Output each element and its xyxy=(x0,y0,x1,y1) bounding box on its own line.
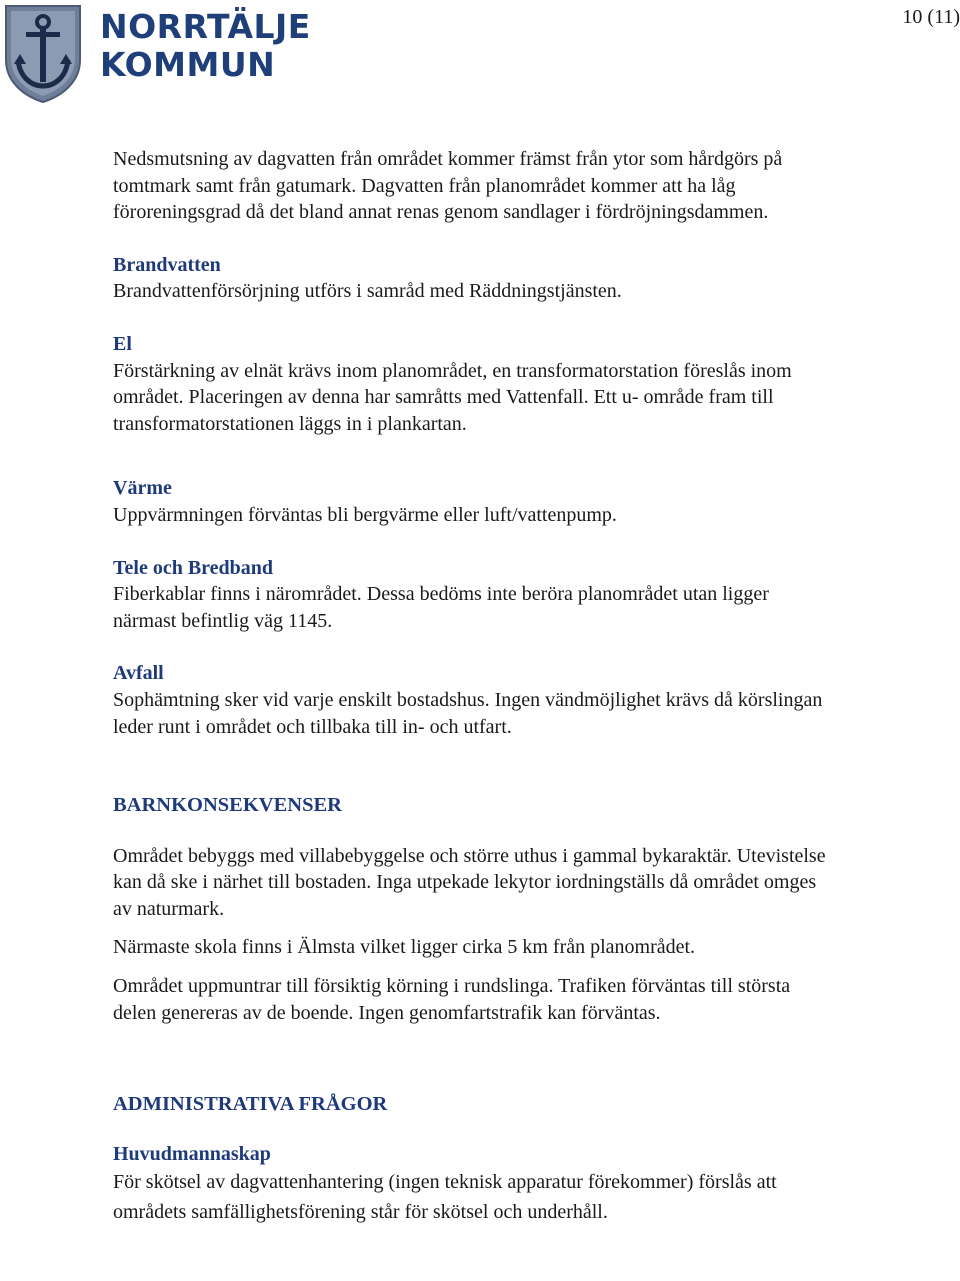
dagvatten-paragraph: Nedsmutsning av dagvatten från området kommer främst från ytor som hårdgörs på tomtmark samt från gatumark. Dagvatten från planområdet kommer att ha låg föroreningsgrad då det bland annat renas genom sandlager i fördröjningsdammen. xyxy=(113,148,783,224)
anchor-crest-icon xyxy=(2,2,84,104)
barnkonsekvenser-paragraph-3: Området uppmuntrar till försiktig körning i rundslinga. Trafiken förväntas till största delen genereras av de boende. Ingen genomfartstrafik kan förväntas. xyxy=(113,975,791,1024)
avfall-paragraph: Sophämtning sker vid varje enskilt bostadshus. Ingen vändmöjlighet krävs då körslingan leder runt i området och tillbaka till in- och utfart. xyxy=(113,688,823,738)
logo-text-line2: KOMMUN xyxy=(100,45,276,84)
barnkonsekvenser-paragraph-1: Området bebyggs med villabebyggelse och större uthus i gammal bykaraktär. Utevistelse kan då ske i närhet till bostaden. Inga utpekade lekytor iordningställs då området omges av naturmark. xyxy=(113,844,826,920)
municipality-logo xyxy=(0,0,311,108)
logo-text-line1: NORRTÄLJE xyxy=(100,7,311,46)
tele-heading: Tele och Bredband xyxy=(113,556,274,579)
brandvatten-paragraph: Brandvattenförsörjning utförs i samråd med Räddningstjänsten. xyxy=(113,280,622,303)
administrativa-heading: ADMINISTRATIVA FRÅGOR xyxy=(113,1093,388,1116)
el-paragraph: Förstärkning av elnät krävs inom planområdet, en transformatorstation föreslås inom området. Placeringen av denna har samråtts med Vattenfall. Ett u- område fram till transformatorstationen läggs in i plankartan. xyxy=(113,359,792,435)
el-heading: El xyxy=(113,332,132,355)
barnkonsekvenser-paragraph-2: Närmaste skola finns i Älmsta vilket ligger cirka 5 km från planområdet. xyxy=(113,936,696,959)
tele-paragraph: Fiberkablar finns i närområdet. Dessa bedöms inte beröra planområdet utan ligger närmast befintlig väg 1145. xyxy=(113,583,769,632)
varme-heading: Värme xyxy=(113,477,172,500)
huvudmannaskap-heading: Huvudmannaskap xyxy=(113,1142,271,1165)
varme-paragraph: Uppvärmningen förväntas bli bergvärme eller luft/vattenpump. xyxy=(113,503,617,526)
page-number: 10 (11) xyxy=(902,6,960,28)
huvudmannaskap-paragraph: För skötsel av dagvattenhantering (ingen teknisk apparatur förekommer) förslås att områdets samfällighetsförening står för skötsel och underhåll. xyxy=(113,1171,777,1224)
document-body xyxy=(113,146,833,1227)
barnkonsekvenser-heading: BARNKONSEKVENSER xyxy=(113,794,342,817)
avfall-heading: Avfall xyxy=(113,662,164,685)
brandvatten-heading: Brandvatten xyxy=(113,253,221,276)
